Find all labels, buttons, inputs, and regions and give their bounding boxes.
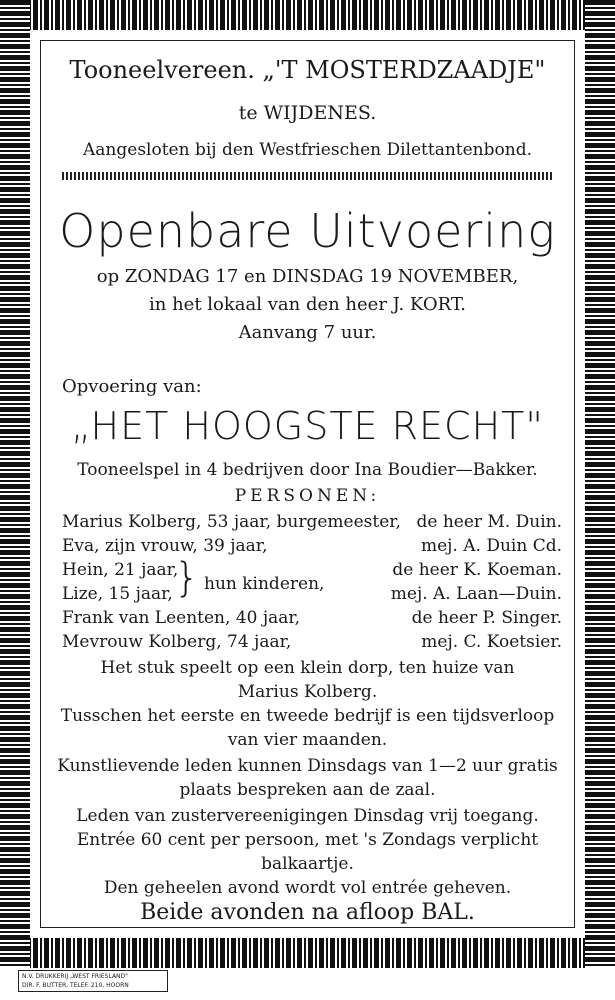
event-start-time: Aanvang 7 uur.: [238, 322, 377, 343]
note-line: Tusschen het eerste en tweede bedrijf is een tijdsverloop: [60, 706, 555, 726]
cast-actor: mej. A. Duin Cd.: [420, 536, 562, 556]
note-line: Leden van zustervereenigingen Dinsdag vrij toegang.: [76, 806, 539, 826]
border-right: [585, 0, 615, 968]
event-dates: op ZONDAG 17 en DINSDAG 19 NOVEMBER,: [96, 266, 519, 287]
affiliation-line: Aangesloten bij den Westfrieschen Dilettantenbond.: [83, 140, 532, 160]
cast-heading: PERSONEN:: [234, 486, 381, 506]
cast-actor: mej. C. Koetsier.: [421, 632, 562, 652]
printer-line-2: DIR. F. BUTTER, TELEF. 210, HOORN: [22, 982, 129, 989]
cast-actor: de heer M. Duin.: [416, 512, 562, 532]
note-line: balkaartje.: [261, 854, 354, 874]
note-line: Kunstlievende leden kunnen Dinsdags van 1—2 uur gratis: [57, 756, 558, 776]
cast-actor: de heer P. Singer.: [411, 608, 562, 628]
note-line: Het stuk speelt op een klein dorp, ten huize van: [100, 658, 515, 678]
border-left: [0, 0, 30, 968]
cast-role: Lize, 15 jaar,: [62, 584, 173, 604]
note-line: Marius Kolberg.: [237, 682, 378, 702]
event-venue: in het lokaal van den heer J. KORT.: [149, 294, 466, 315]
cast-role: Hein, 21 jaar,: [62, 560, 179, 580]
society-place: te WIJDENES.: [238, 102, 377, 124]
cast-group-label: hun kinderen,: [204, 574, 325, 594]
event-title: Openbare Uitvoering: [59, 204, 556, 258]
play-title: „HET HOOGSTE RECHT": [71, 404, 544, 448]
closing-line: Beide avonden na afloop BAL.: [140, 900, 475, 925]
society-name: Tooneelvereen. „'T MOSTERDZAADJE": [69, 56, 546, 84]
note-line: Entrée 60 cent per persoon, met 's Zondags verplicht: [76, 830, 539, 850]
cast-role: Marius Kolberg, 53 jaar, burgemeester,: [62, 512, 401, 532]
border-top: [0, 0, 615, 30]
cast-role: Eva, zijn vrouw, 39 jaar,: [62, 536, 268, 556]
border-bottom: [0, 938, 615, 968]
cast-row: [62, 512, 562, 532]
play-intro: Opvoering van:: [62, 376, 202, 397]
note-line: van vier maanden.: [227, 730, 388, 750]
printer-line-1: N.V. DRUKKERIJ „WEST FRIESLAND": [22, 973, 128, 980]
brace-symbol: }: [174, 555, 200, 601]
cast-row: [62, 632, 562, 652]
cast-role: Frank van Leenten, 40 jaar,: [62, 608, 301, 628]
play-subtitle: Tooneelspel in 4 bedrijven door Ina Boudier—Bakker.: [77, 460, 538, 480]
cast-actor: de heer K. Koeman.: [392, 560, 562, 580]
note-line: Den geheelen avond wordt vol entrée geheven.: [103, 878, 512, 898]
cast-actor: mej. A. Laan—Duin.: [390, 584, 562, 604]
cast-role: Mevrouw Kolberg, 74 jaar,: [62, 632, 292, 652]
cast-row: [62, 536, 562, 556]
cast-row: [62, 608, 562, 628]
note-line: plaats bespreken aan de zaal.: [179, 780, 436, 800]
printer-imprint: [18, 970, 168, 992]
divider-rule: [62, 172, 553, 180]
